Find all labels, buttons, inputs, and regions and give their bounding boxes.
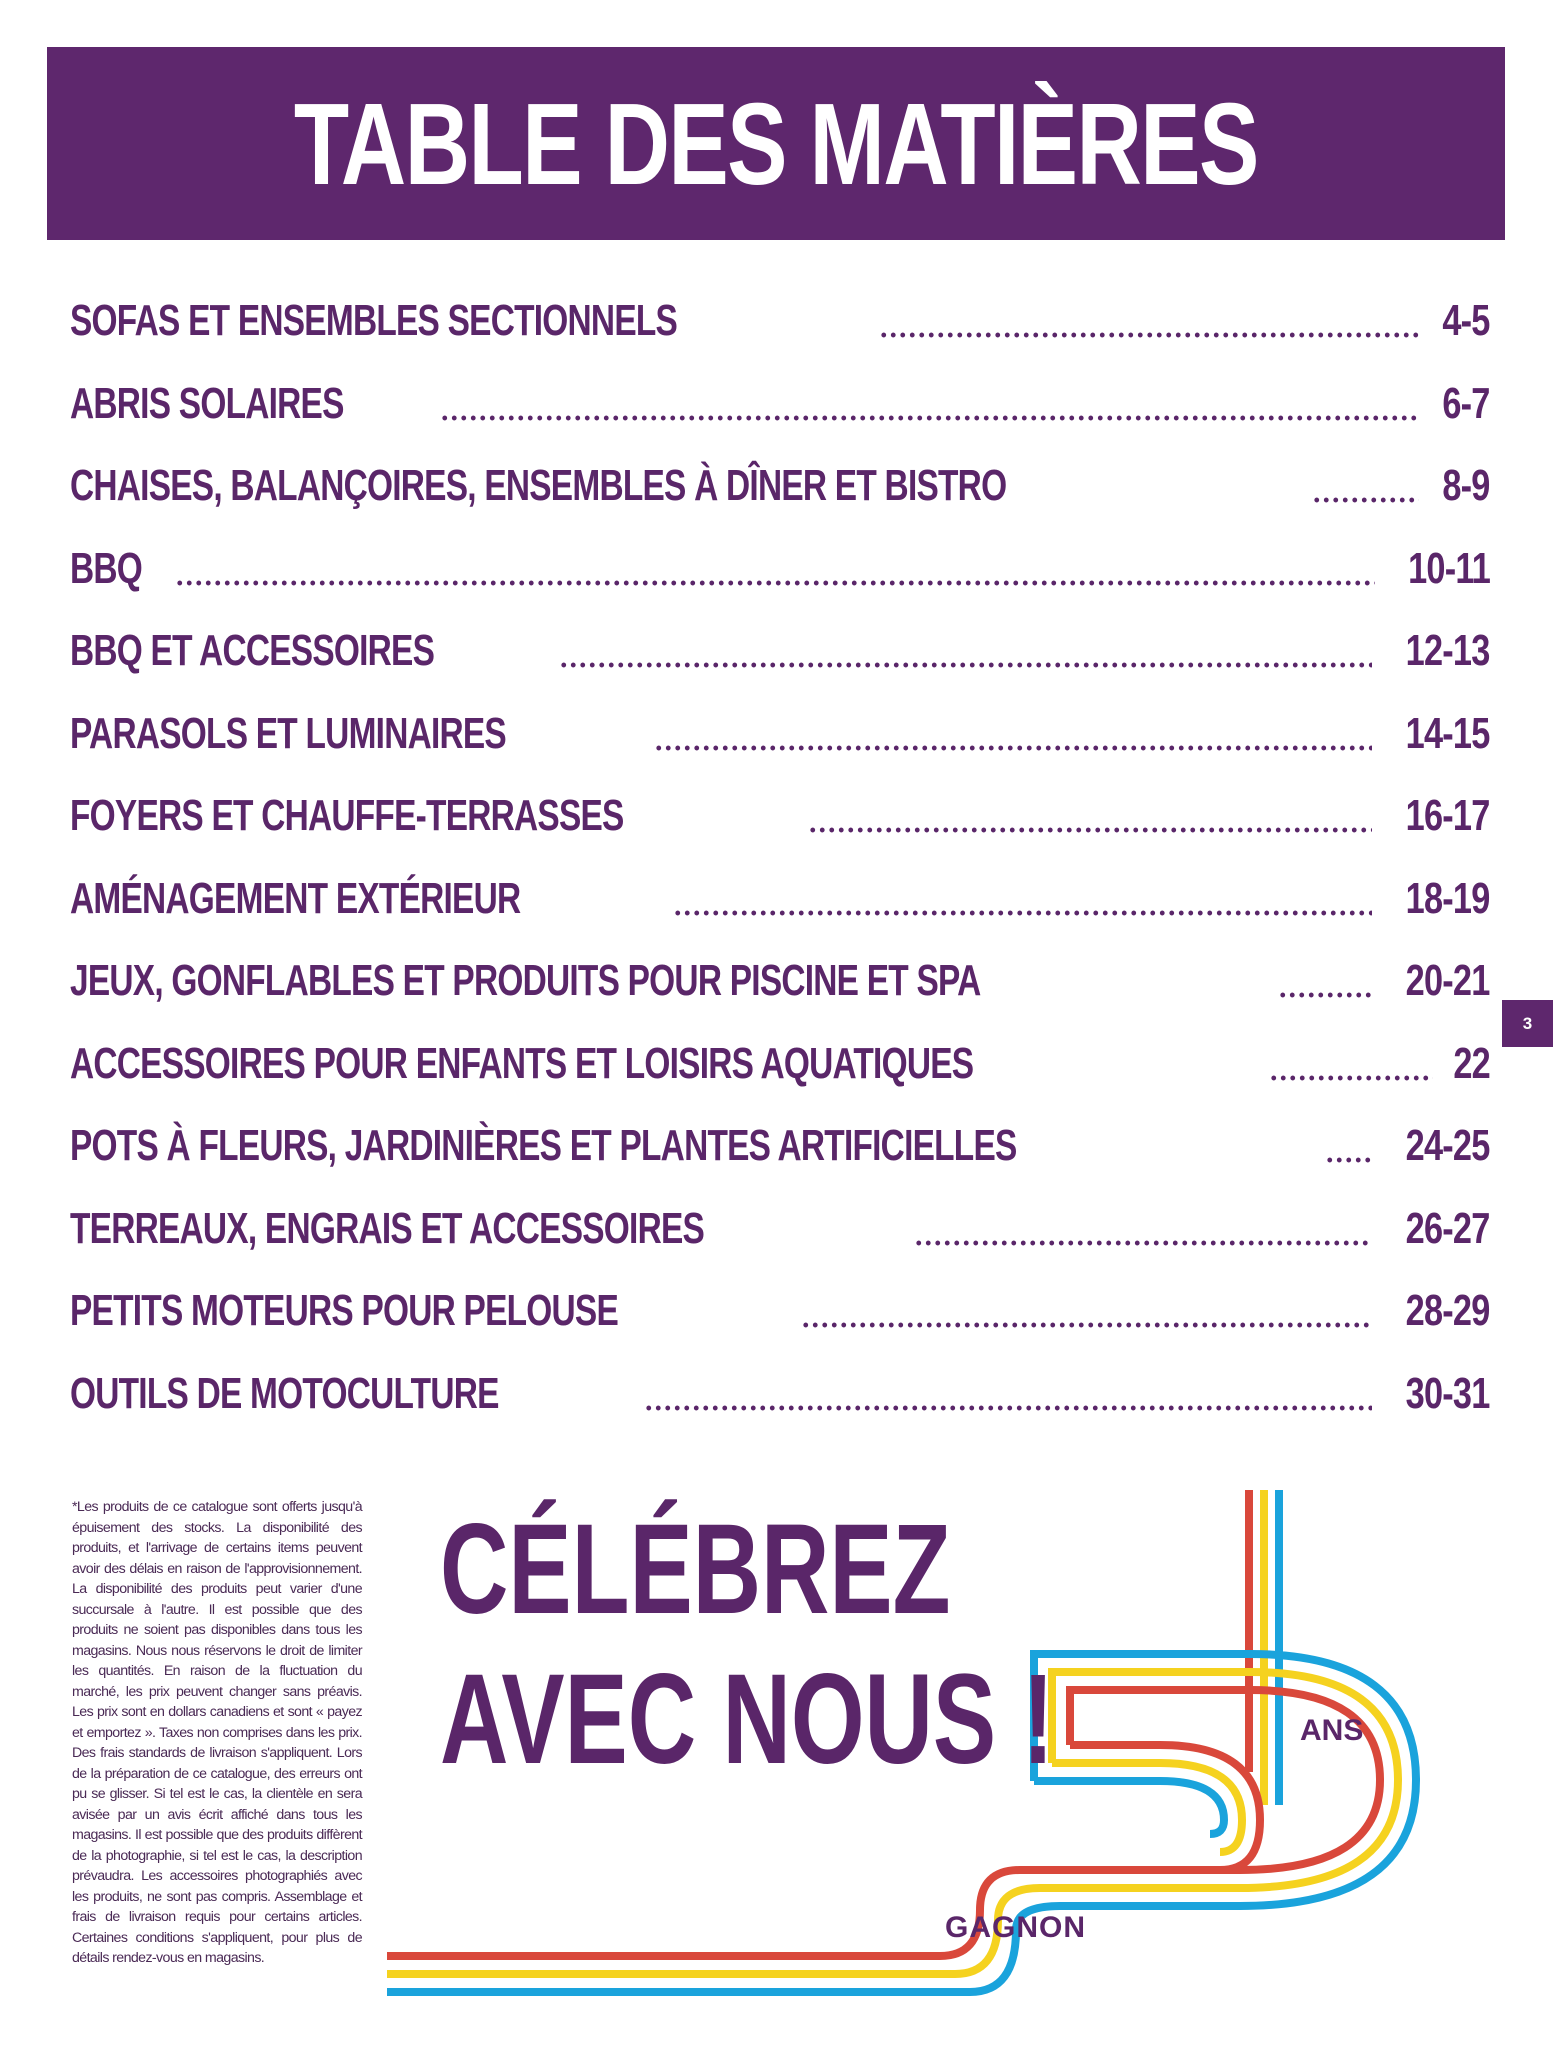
- toc-entry-pages: 10-11: [1408, 543, 1490, 593]
- toc-entry[interactable]: [70, 445, 1490, 528]
- page-number-tab: 3: [1502, 1000, 1553, 1047]
- dot-leader: [879, 332, 1420, 338]
- toc-entry-label: JEUX, GONFLABLES ET PRODUITS POUR PISCINE ET SPA: [70, 956, 981, 1006]
- dot-leader: [1269, 1075, 1433, 1081]
- toc-entry-label: BBQ: [70, 543, 143, 593]
- yellow-vertical-stripe: [1260, 1490, 1268, 1805]
- toc-entry-pages: 20-21: [1406, 956, 1490, 1006]
- toc-entry[interactable]: [70, 775, 1490, 858]
- title-banner: [47, 47, 1505, 240]
- disclaimer-text: *Les produits de ce catalogue sont offerts jusqu'à épuisement des stocks. La disponibilité des produits, et l'arrivage de certains items peuvent avoir des délais en raison de l'approvisionnement. La disponibilité des produits peut varier d'une succursale à l'autre. Il est possible que des produits ne soient pas disponibles dans tous les magasins. Nous nous réservons le droit de limiter les quantités. En raison de la fluctuation du marché, les prix peuvent changer sans préavis. Les prix sont en dollars canadiens et sont « payez et emportez ». Taxes non comprises dans les prix. Des frais standards de livraison s'appliquent. Lors de la préparation de ce catalogue, des erreurs ont pu se glisser. Si tel est le cas, la clientèle en sera avisée par un avis écrit affiché dans tous les magasins. Il est possible que des produits diffèrent de la photographie, si tel est le cas, la description prévaudra. Les accessoires photographiés avec les produits, ne sont pas compris. Assemblage et frais de livraison requis pour certains articles. Certaines conditions s'appliquent, pour plus de détails rendez-vous en magasins.: [72, 1499, 362, 1966]
- toc-entry[interactable]: [70, 1270, 1490, 1353]
- toc-entry-pages: 14-15: [1406, 708, 1490, 758]
- dot-leader: [654, 745, 1373, 751]
- toc-entry-pages: 22: [1453, 1038, 1490, 1088]
- red-vertical-stripe: [1245, 1490, 1253, 1772]
- toc-entry-label: FOYERS ET CHAUFFE-TERRASSES: [70, 791, 624, 841]
- dot-leader: [914, 1240, 1372, 1246]
- toc-entry-pages: 8-9: [1442, 461, 1490, 511]
- toc-entry-label: AMÉNAGEMENT EXTÉRIEUR: [70, 873, 521, 923]
- page-title: TABLE DES MATIÈRES: [294, 78, 1258, 209]
- toc-entry-pages: 16-17: [1406, 791, 1490, 841]
- toc-entry-label: ABRIS SOLAIRES: [70, 378, 344, 428]
- toc-entry-pages: 6-7: [1442, 378, 1490, 428]
- dot-leader: [1278, 992, 1372, 998]
- toc-entry[interactable]: [70, 1023, 1490, 1106]
- toc-entry[interactable]: [70, 528, 1490, 611]
- dot-leader: [808, 827, 1372, 833]
- promo-headline: [440, 1495, 1054, 1795]
- dot-leader: [1325, 1157, 1372, 1163]
- toc-entry[interactable]: [70, 280, 1490, 363]
- dot-leader: [1312, 497, 1419, 503]
- toc-entry-label: PARASOLS ET LUMINAIRES: [70, 708, 506, 758]
- toc-entry-label: POTS À FLEURS, JARDINIÈRES ET PLANTES ARTIFICIELLES: [70, 1121, 1017, 1171]
- toc-entry[interactable]: [70, 940, 1490, 1023]
- toc-entry-label: OUTILS DE MOTOCULTURE: [70, 1368, 499, 1418]
- toc-entry-pages: 30-31: [1406, 1368, 1490, 1418]
- blue-vertical-stripe: [1275, 1490, 1283, 1805]
- toc-entry-pages: 12-13: [1406, 626, 1490, 676]
- toc-entry-label: BBQ ET ACCESSOIRES: [70, 626, 435, 676]
- blue-inner-loop: [1034, 1781, 1224, 1834]
- toc-entry-label: PETITS MOTEURS POUR PELOUSE: [70, 1286, 619, 1336]
- toc-entry-label: CHAISES, BALANÇOIRES, ENSEMBLES À DÎNER ET BISTRO: [70, 461, 1007, 511]
- toc-entry[interactable]: [70, 1188, 1490, 1271]
- toc-entry-pages: 24-25: [1406, 1121, 1490, 1171]
- years-label: ANS: [1300, 1714, 1364, 1747]
- toc-entry[interactable]: [70, 693, 1490, 776]
- promo-line-1: CÉLÉBREZ: [440, 1498, 951, 1641]
- toc-entry-label: ACCESSOIRES POUR ENFANTS ET LOISIRS AQUATIQUES: [70, 1038, 974, 1088]
- dot-leader: [559, 662, 1372, 668]
- brand-wordmark: GAGNON: [945, 1911, 1086, 1944]
- dot-leader: [175, 580, 1375, 586]
- toc-entry-pages: 28-29: [1406, 1286, 1490, 1336]
- dot-leader: [440, 415, 1419, 421]
- toc-entry-label: TERREAUX, ENGRAIS ET ACCESSOIRES: [70, 1203, 705, 1253]
- dot-leader: [801, 1322, 1372, 1328]
- toc-entry-label: SOFAS ET ENSEMBLES SECTIONNELS: [70, 296, 678, 346]
- toc-entry[interactable]: [70, 363, 1490, 446]
- dot-leader: [644, 1405, 1372, 1411]
- toc-entry[interactable]: [70, 858, 1490, 941]
- toc-entry-pages: 18-19: [1406, 873, 1490, 923]
- yellow-inner-loop: [1052, 1763, 1242, 1852]
- toc-entry-pages: 26-27: [1406, 1203, 1490, 1253]
- dot-leader: [673, 910, 1373, 916]
- toc-entry[interactable]: [70, 1353, 1490, 1436]
- toc-entry[interactable]: [70, 1105, 1490, 1188]
- table-of-contents: [70, 280, 1490, 1435]
- toc-entry-pages: 4-5: [1442, 296, 1490, 346]
- promo-line-2: AVEC NOUS !: [440, 1648, 1054, 1791]
- toc-entry[interactable]: [70, 610, 1490, 693]
